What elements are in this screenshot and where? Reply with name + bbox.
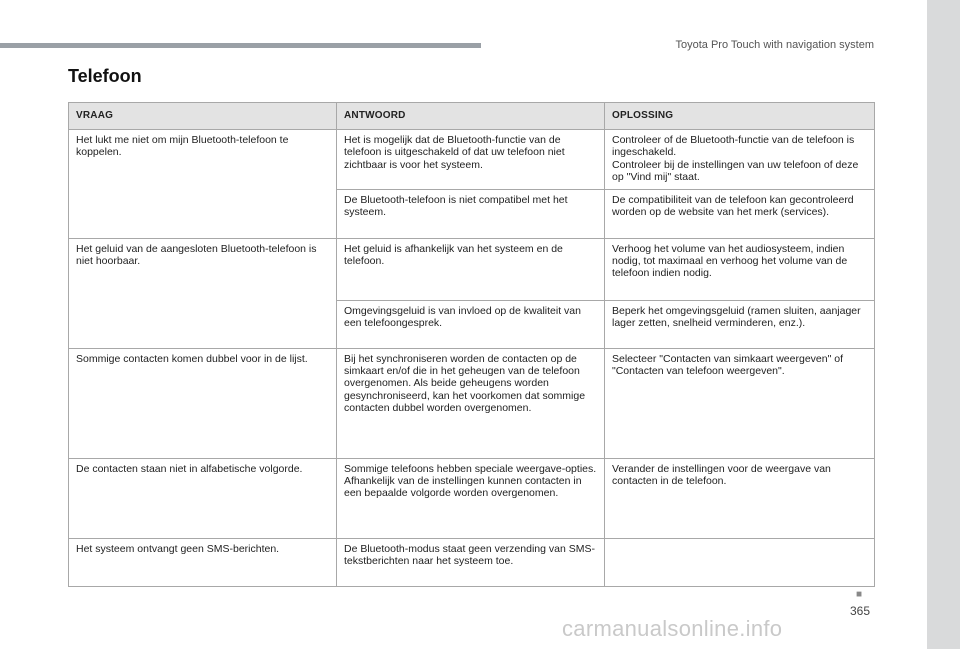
top-rule — [0, 43, 481, 48]
table-row — [69, 539, 875, 587]
answer-cell: De Bluetooth-telefoon is niet compatibel met het systeem. — [337, 190, 605, 239]
page-number: 365 — [849, 604, 870, 618]
solution-cell — [605, 539, 875, 587]
solution-cell: De compatibiliteit van de telefoon kan gecontroleerd worden op de website van het merk (services). — [605, 190, 875, 239]
table-row — [69, 239, 875, 301]
question-cell: De contacten staan niet in alfabetische volgorde. — [69, 459, 337, 539]
question-cell: Het lukt me niet om mijn Bluetooth-telefoon te koppelen. — [69, 130, 337, 239]
question-cell: Het systeem ontvangt geen SMS-berichten. — [69, 539, 337, 587]
troubleshooting-table — [68, 102, 875, 587]
solution-cell: Selecteer "Contacten van simkaart weergeven" of "Contacten van telefoon weergeven". — [605, 349, 875, 459]
table-row — [69, 349, 875, 459]
column-header-answer: ANTWOORD — [337, 103, 605, 130]
answer-cell: Bij het synchroniseren worden de contacten op de simkaart en/of die in het geheugen van de telefoon overgenomen. Als beide geheugens worden gesynchroniseerd, kan het voorkomen dat sommige contacten dubbel worden overgenomen. — [337, 349, 605, 459]
table-header-row — [69, 103, 875, 130]
table-row — [69, 459, 875, 539]
column-header-question: VRAAG — [69, 103, 337, 130]
watermark: carmanualsonline.info — [562, 616, 783, 641]
column-header-solution: OPLOSSING — [605, 103, 875, 130]
solution-cell: Controleer of de Bluetooth-functie van de telefoon is ingeschakeld. Controleer bij de instellingen van uw telefoon of deze op "Vind mij" staat. — [605, 130, 875, 190]
solution-cell: Verhoog het volume van het audiosysteem, indien nodig, tot maximaal en verhoog het volume van de telefoon indien nodig. — [605, 239, 875, 301]
answer-cell: Sommige telefoons hebben speciale weergave-opties. Afhankelijk van de instellingen kunnen contacten in een bepaalde volgorde worden overgenomen. — [337, 459, 605, 539]
answer-cell: Het is mogelijk dat de Bluetooth-functie van de telefoon is uitgeschakeld of dat uw telefoon niet zichtbaar is voor het systeem. — [337, 130, 605, 190]
answer-cell: Het geluid is afhankelijk van het systeem en de telefoon. — [337, 239, 605, 301]
question-cell: Het geluid van de aangesloten Bluetooth-telefoon is niet hoorbaar. — [69, 239, 337, 349]
running-header: Toyota Pro Touch with navigation system — [675, 39, 874, 51]
answer-cell: Omgevingsgeluid is van invloed op de kwaliteit van een telefoongesprek. — [337, 301, 605, 349]
question-cell: Sommige contacten komen dubbel voor in de lijst. — [69, 349, 337, 459]
side-strip — [927, 0, 960, 649]
table-row — [69, 130, 875, 190]
solution-cell: Verander de instellingen voor de weergave van contacten in de telefoon. — [605, 459, 875, 539]
section-title: Telefoon — [68, 66, 142, 86]
continuation-marker: ■ — [856, 589, 863, 600]
answer-cell: De Bluetooth-modus staat geen verzending van SMS-tekstberichten naar het systeem toe. — [337, 539, 605, 587]
solution-cell: Beperk het omgevingsgeluid (ramen sluiten, aanjager lager zetten, snelheid verminderen, enz.). — [605, 301, 875, 349]
